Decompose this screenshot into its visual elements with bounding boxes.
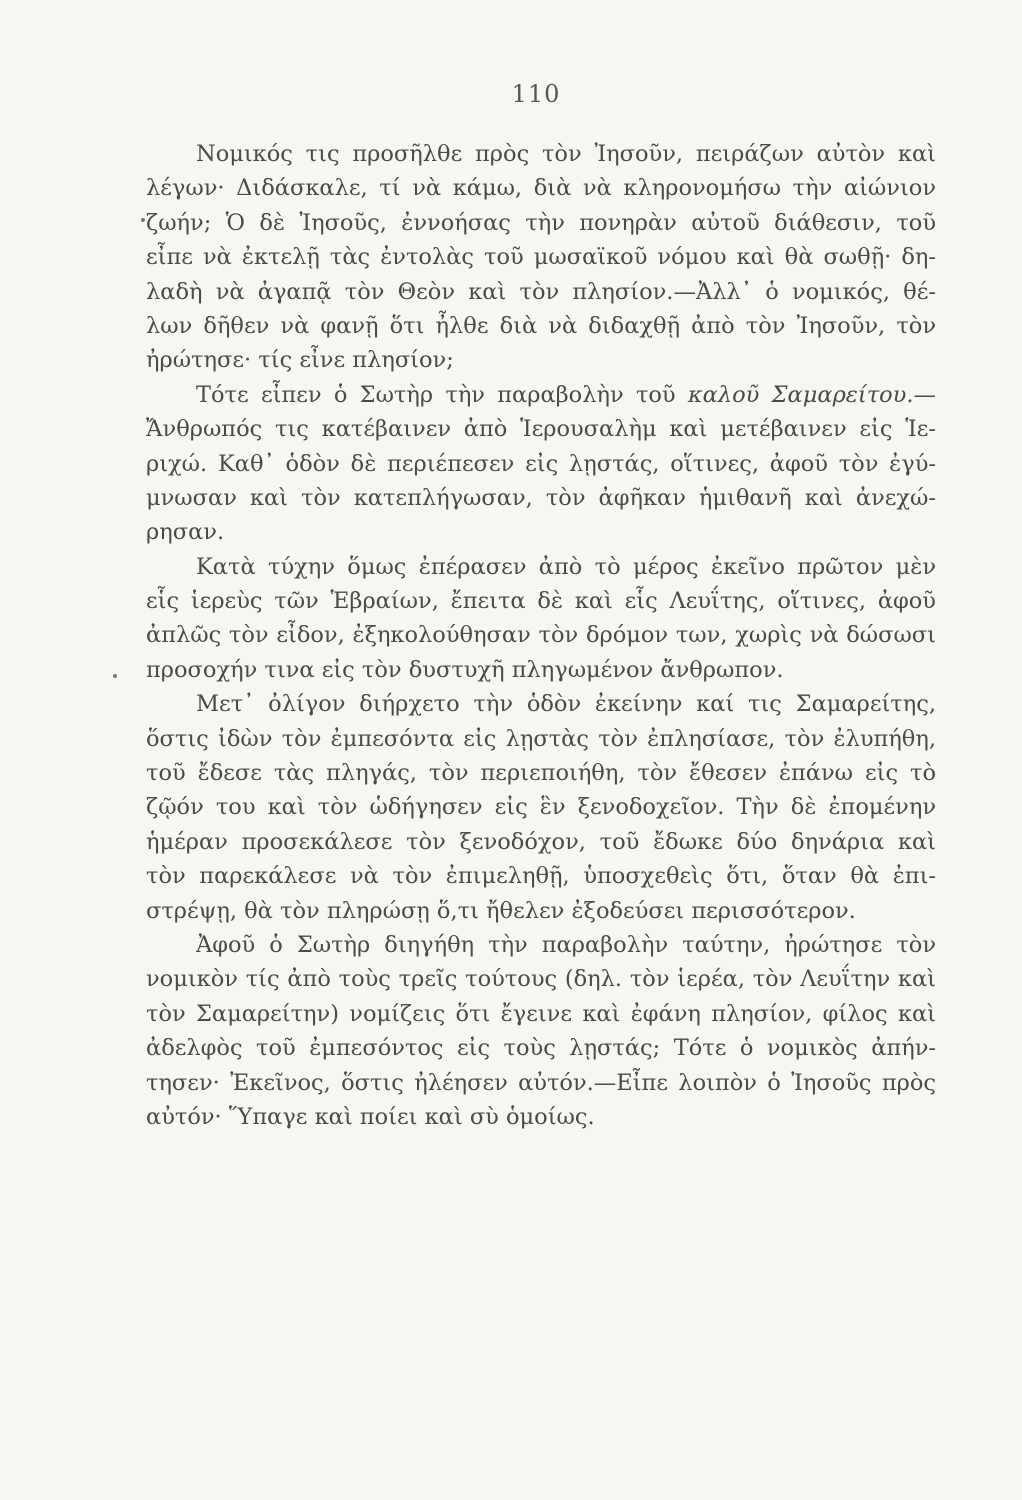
text-line: τὸν παρεκάλεσε νὰ τὸν ἐπιμεληθῇ, ὑποσχεθεὶς ὅτι, ὅταν θὰ ἐπι- — [146, 863, 936, 890]
text-line: νομικὸν τίς ἀπὸ τοὺς τρεῖς τούτους (δηλ. τὸν ἱερέα, τὸν Λευΐτην καὶ — [146, 966, 936, 993]
text-line: ζωήν; Ὁ δὲ Ἰησοῦς, ἐννοήσας τὴν πονηρὰν αὐτοῦ διάθεσιν, τοῦ — [146, 209, 936, 236]
text-line: τοῦ ἔδεσε τὰς πληγάς, τὸν περιεποιήθη, τὸν ἔθεσεν ἐπάνω εἰς τὸ — [146, 760, 936, 787]
text-line: ἠρώτησε· τίς εἶνε πλησίον; — [146, 347, 454, 374]
text-line — [146, 378, 936, 412]
text-line: εἶπε νὰ ἐκτελῇ τὰς ἐντολὰς τοῦ μωσαϊκοῦ νόμου καὶ θὰ σωθῇ· δη- — [146, 244, 936, 271]
parable-title-italic: καλοῦ Σαμαρείτου.— — [687, 381, 936, 408]
text-line: τησεν· Ἐκεῖνος, ὅστις ἠλέησεν αὐτόν.—Εἶπε λοιπὸν ὁ Ἰησοῦς πρὸς — [146, 1069, 936, 1096]
text-line: Κατὰ τύχην ὅμως ἐπέρασεν ἀπὸ τὸ μέρος ἐκεῖνο πρῶτον μὲν — [196, 553, 936, 580]
margin-dot-mark — [113, 674, 117, 678]
text-line: αὐτόν· Ὕπαγε καὶ ποίει καὶ σὺ ὁμοίως. — [146, 1103, 595, 1130]
text-line: λων δῆθεν νὰ φανῇ ὅτι ἦλθε διὰ νὰ διδαχθῇ ἀπὸ τὸν Ἰησοῦν, τὸν — [146, 312, 936, 339]
text-line: Νομικός τις προσῆλθε πρὸς τὸν Ἰησοῦν, πειράζων αὐτὸν καὶ — [196, 141, 936, 167]
text-line: ἀδελφὸς τοῦ ἐμπεσόντος εἰς τοὺς λῃστάς; Τότε ὁ νομικὸς ἀπήν- — [146, 1035, 936, 1062]
text-line: εἷς ἱερεὺς τῶν Ἑβραίων, ἔπειτα δὲ καὶ εἷς Λευΐτης, οἵτινες, ἀφοῦ — [146, 588, 936, 615]
text-line: προσοχήν τινα εἰς τὸν δυστυχῆ πληγωμένον ἄνθρωπον. — [146, 656, 784, 683]
text-line-start: Τότε εἶπεν ὁ Σωτὴρ τὴν παραβολὴν τοῦ — [196, 381, 676, 408]
text-line: ζῷόν του καὶ τὸν ὡδήγησεν εἰς ἓν ξενοδοχεῖον. Τὴν δὲ ἐπομένην — [146, 794, 936, 821]
text-line: μνωσαν καὶ τὸν κατεπλήγωσαν, τὸν ἀφῆκαν ἡμιθανῆ καὶ ἀνεχώ- — [146, 484, 936, 511]
text-line: ρησαν. — [146, 519, 225, 546]
text-line: ριχώ. Καθ᾽ ὁδὸν δὲ περιέπεσεν εἰς λῃστάς, οἵτινες, ἀφοῦ τὸν ἐγύ- — [146, 450, 936, 477]
margin-dot-mark — [141, 218, 145, 222]
page-number: 110 — [511, 80, 561, 108]
text-line: ἀπλῶς τὸν εἶδον, ἐξηκολούθησαν τὸν δρόμον των, χωρὶς νὰ δώσωσι — [146, 622, 936, 649]
text-line: τὸν Σαμαρείτην) νομίζεις ὅτι ἔγεινε καὶ ἐφάνη πλησίον, φίλος καὶ — [146, 1000, 936, 1027]
text-line: στρέψῃ, θὰ τὸν πληρώσῃ ὅ,τι ἤθελεν ἐξοδεύσει περισσότερον. — [146, 897, 856, 924]
text-line: Μετ᾽ ὀλίγον διήρχετο τὴν ὁδὸν ἐκείνην καί τις Σαμαρείτης, — [196, 691, 936, 718]
text-line: Ἀφοῦ ὁ Σωτὴρ διηγήθη τὴν παραβολὴν ταύτην, ἠρώτησε τὸν — [196, 931, 936, 958]
text-line: λέγων· Διδάσκαλε, τί νὰ κάμω, διὰ νὰ κληρονομήσω τὴν αἰώνιον — [146, 175, 936, 202]
text-line: λαδὴ νὰ ἀγαπᾷ τὸν Θεὸν καὶ τὸν πλησίον.—Ἀλλ᾽ ὁ νομικός, θέ- — [146, 278, 936, 305]
text-line: ἡμέραν προσεκάλεσε τὸν ξενοδόχον, τοῦ ἔδωκε δύο δηνάρια καὶ — [146, 828, 936, 855]
text-line: ὅστις ἰδὼν τὸν ἐμπεσόντα εἰς λῃστὰς τὸν ἐπλησίασε, τὸν ἐλυπήθη, — [146, 725, 936, 752]
body-text — [146, 137, 936, 1134]
text-line: Ἄνθρωπός τις κατέβαινεν ἀπὸ Ἱερουσαλὴμ καὶ μετέβαινεν εἰς Ἱε- — [146, 416, 936, 443]
